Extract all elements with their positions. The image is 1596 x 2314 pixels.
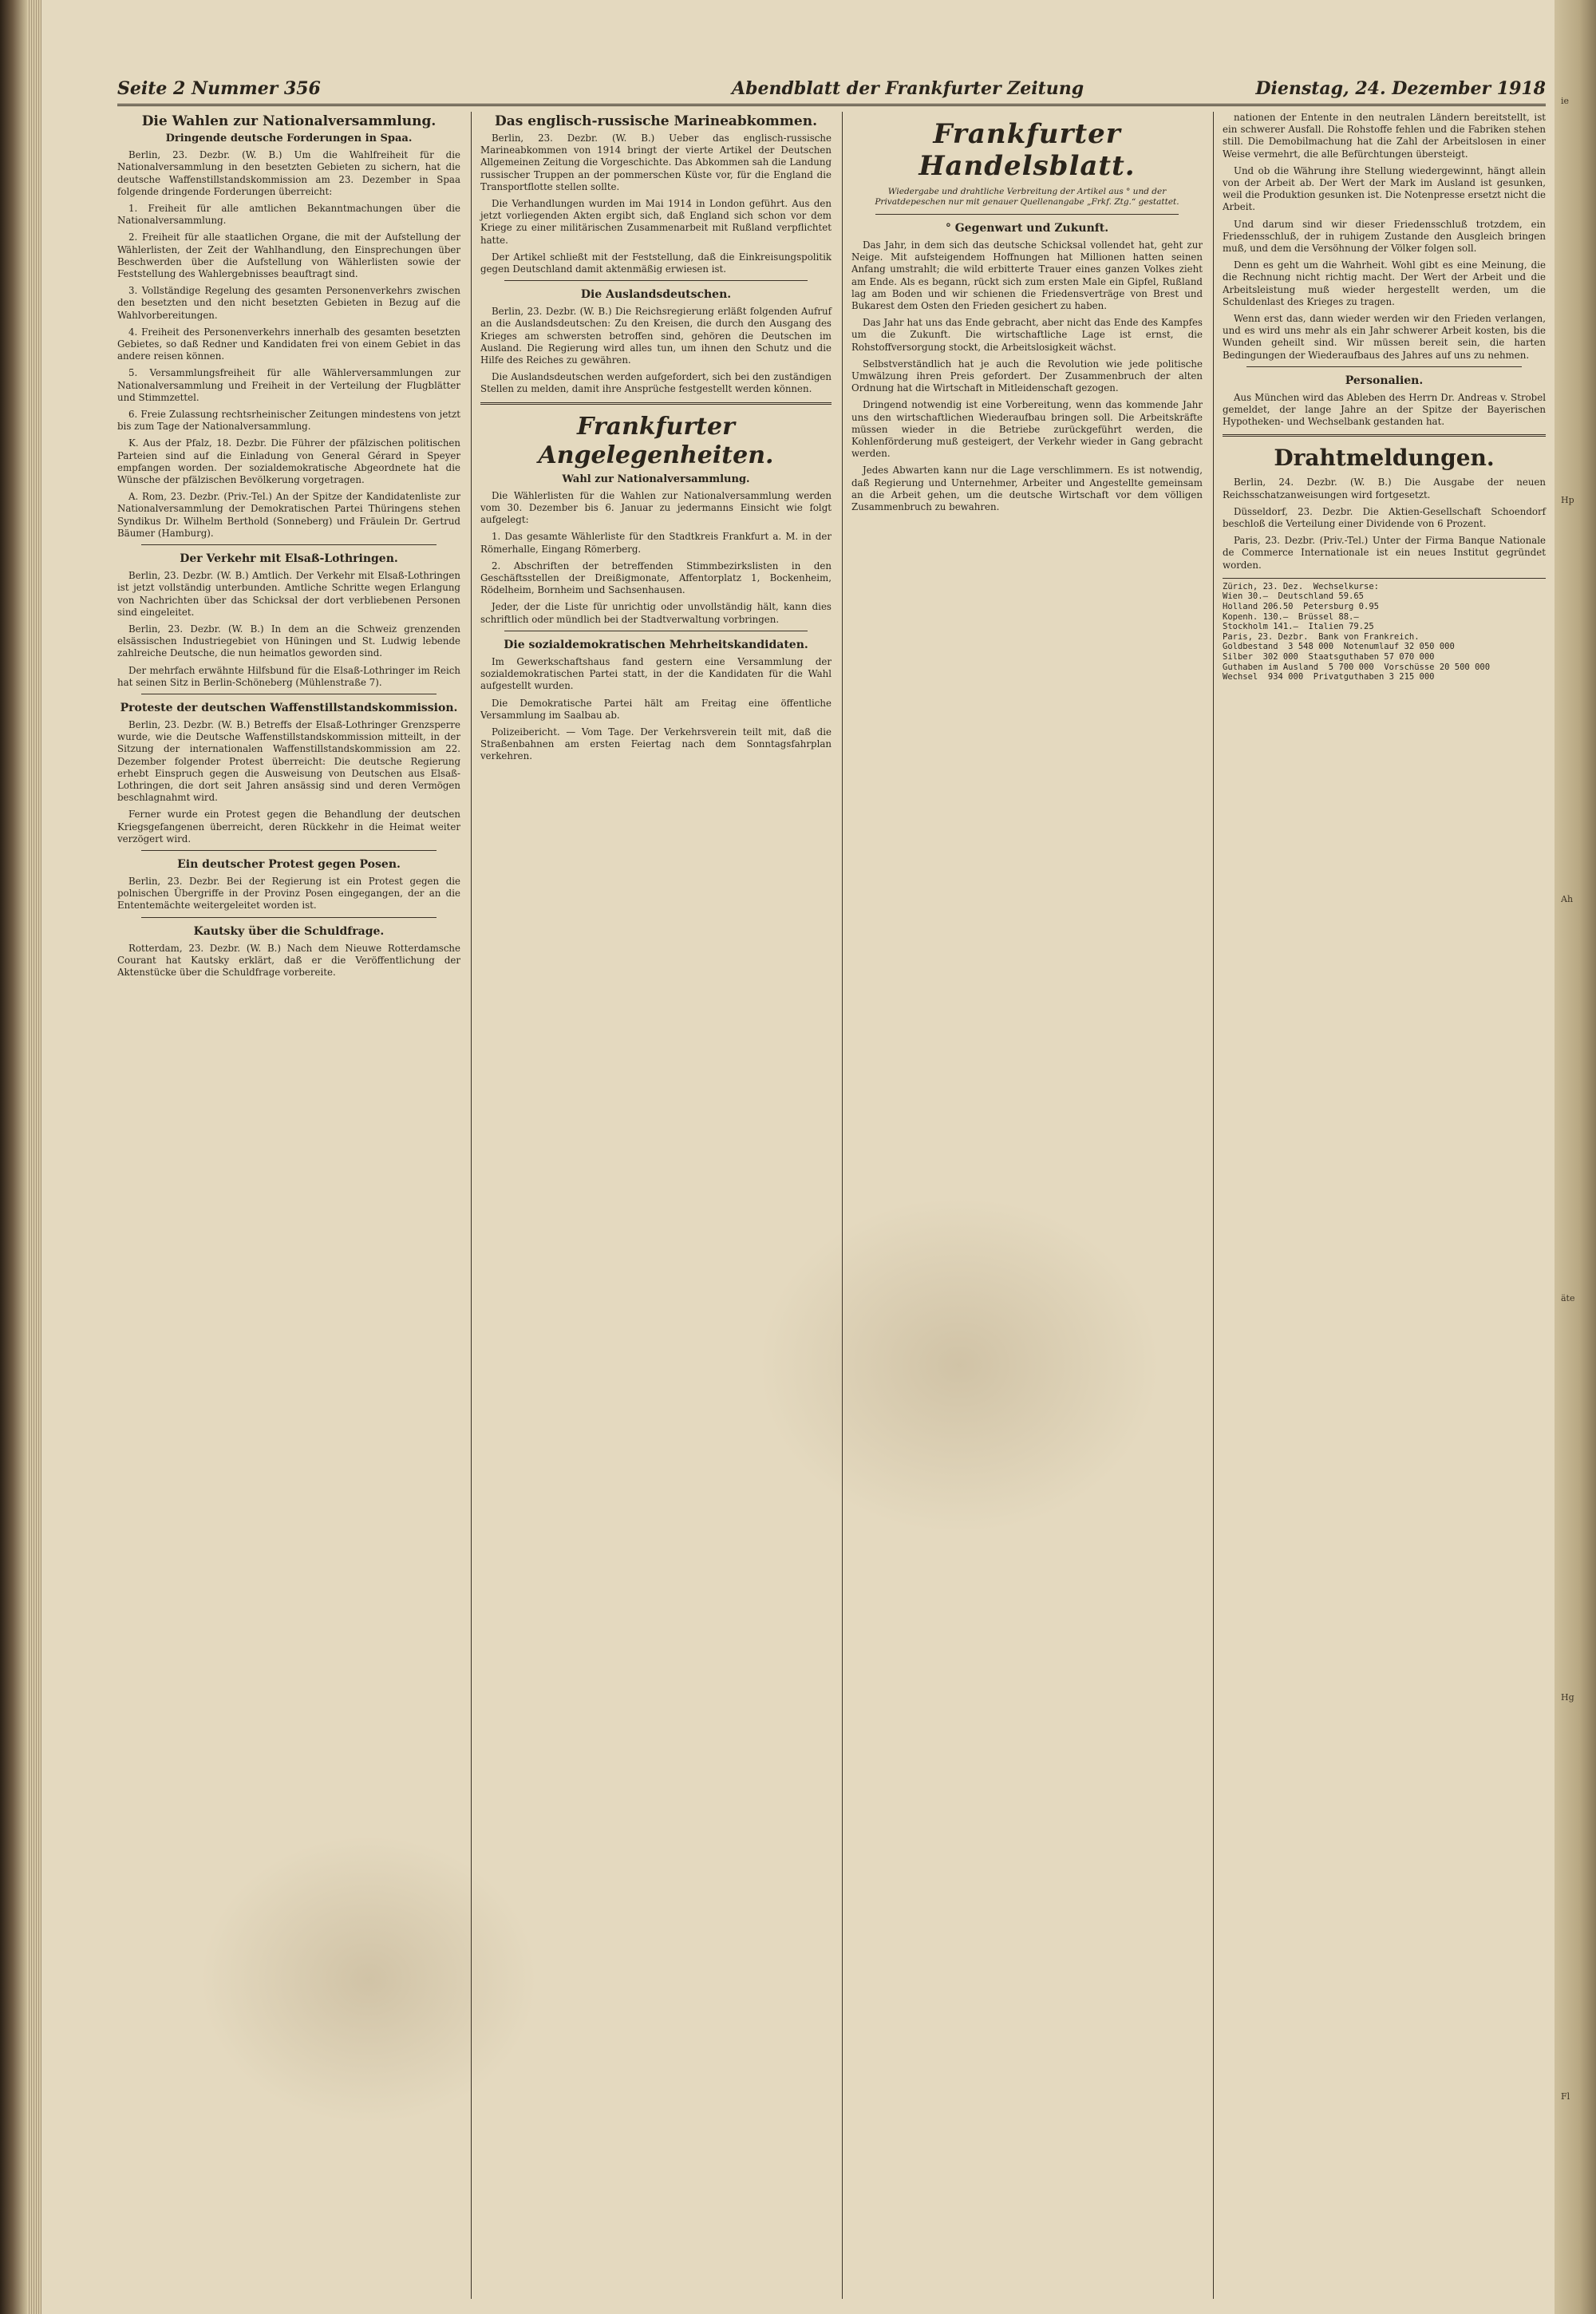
table-row: Stockholm 141.— Italien 79.25 — [1223, 622, 1374, 632]
paragraph: 2. Abschriften der betreffenden Stimmbezirkslisten in den Geschäftsstellen der Dreißigmonate, Affentorplatz 1, Bockenheim, Rödelheim, Bornheim und Sachsenhausen. — [480, 560, 832, 596]
article-title: Ein deutscher Protest gegen Posen. — [177, 857, 401, 871]
paragraph: Jedes Abwarten kann nur die Lage verschlimmern. Es ist notwendig, daß Regierung und Unternehmer, Arbeiter und Angestellte gemeinsam an die Arbeit gehen, um die deutsche Wirtschaft vor dem völligen Zusammenbruch zu bewahren. — [851, 465, 1203, 513]
table-row: Kopenh. 130.— Brüssel 88.— — [1223, 611, 1359, 622]
column-rule — [1213, 112, 1214, 2299]
column-3 — [851, 112, 1203, 518]
paragraph: Berlin, 23. Dezbr. (W. B.) Ueber das englisch-russische Marineabkommen von 1914 bringt der vierte Artikel der Deutschen Allgemeinen Zeitung die Vorgeschichte. Das Abkommen sah die Landung russischer Truppen an der pommerschen Küste vor, für die England die Transportflotte stellen sollte. — [480, 133, 832, 192]
paragraph: 3. Vollständige Regelung des gesamten Personenverkehrs zwischen den besetzten und den nicht besetzten Gebieten in Bezug auf die Wahlvorbereitungen. — [117, 285, 460, 321]
table-row: Wien 30.— Deutschland 59.65 — [1223, 591, 1365, 602]
article-title: Personalien. — [1345, 374, 1424, 387]
table-row: Wechsel 934 000 Privatguthaben 3 215 000 — [1223, 672, 1435, 682]
exchange-rates-table — [1223, 578, 1546, 682]
paragraph: Jeder, der die Liste für unrichtig oder unvollständig hält, kann dies schriftlich oder mündlich bei der Stadtverwaltung vorbringen. — [480, 601, 832, 625]
divider — [141, 917, 437, 918]
section-title: Drahtmeldungen. — [1274, 445, 1495, 472]
paragraph: 1. Freiheit für alle amtlichen Bekanntmachungen über die Nationalversammlung. — [117, 203, 460, 227]
paragraph: Der Artikel schließt mit der Feststellung, daß die Einkreisungspolitik gegen Deutschland damit aktenmäßig erwiesen ist. — [480, 251, 832, 275]
article-title: Die sozialdemokratischen Mehrheitskandidaten. — [504, 638, 808, 651]
paragraph: Die Wählerlisten für die Wahlen zur Nationalversammlung werden vom 30. Dezember bis 6. Januar zu jedermanns Einsicht wie folgt aufgelegt: — [480, 489, 832, 526]
paragraph: Berlin, 23. Dezbr. (W. B.) Amtlich. Der Verkehr mit Elsaß-Lothringen ist jetzt vollständig unterbunden. Amtliche Schritte wegen Erlangung von Nachrichten über das Schicksal der dort verbliebenen Personen sind eingeleitet. — [117, 570, 460, 618]
paragraph: Polizeibericht. — Vom Tage. Der Verkehrsverein teilt mit, daß die Straßenbahnen am ersten Feiertag nach dem Sonntagsfahrplan verkehren. — [480, 726, 832, 762]
table-row: Goldbestand 3 548 000 Notenumlauf 32 050 000 — [1223, 642, 1455, 652]
copyright-note: Wiedergabe und drahtliche Verbreitung der Artikel aus ° und der Privatdepeschen nur mit genauer Quellenangabe „Frkf. Ztg.“ gestattet. — [875, 187, 1179, 207]
article-subtitle: Dringende deutsche Forderungen in Spaa. — [165, 133, 413, 144]
divider — [504, 280, 808, 281]
paragraph: Und ob die Währung ihre Stellung wiedergewinnt, hängt allein von der Arbeit ab. Der Wert der Mark im Ausland ist gesunken, weil die Produktion gesunken ist. Die Notenpresse ersetzt nicht die Arbeit. — [1223, 164, 1546, 213]
adjacent-text-fragment: ie — [1561, 96, 1570, 106]
column-rule — [471, 112, 472, 2299]
paragraph: Die Auslandsdeutschen werden aufgefordert, sich bei den zuständigen Stellen zu melden, damit ihre Ansprüche festgestellt werden können. — [480, 371, 832, 395]
table-row: Holland 206.50 Petersburg 0.95 — [1223, 602, 1379, 612]
divider — [141, 544, 437, 545]
paragraph: Berlin, 23. Dezbr. (W. B.) Betreffs der Elsaß-Lothringer Grenzsperre wurde, wie die Deutsche Waffenstillstandskommission mitteilt, in der Sitzung der internationalen Waffenstillstandskommission am 22. Dezember folgender Protest überreicht: Die deutsche Regierung erhebt Einspruch gegen die Ausweisung von Deutschen aus Elsaß-Lothringen, die dort seit Jahren ansässig sind und deren Vermögen beschlagnahmt wird. — [117, 718, 460, 804]
paragraph: Die Verhandlungen wurden im Mai 1914 in London geführt. Aus den jetzt vorliegenden Akten ergibt sich, daß England sich schon vor dem Kriege zu einer militärischen Zusammenarbeit mit Rußland verpflichtet hatte. — [480, 198, 832, 246]
paragraph: Und darum sind wir dieser Friedensschluß trotzdem, ein Friedensschluß, der in ruhigem Zustande den Ausgleich bringen muß, und dem die Versöhnung der Völker folgen soll. — [1223, 218, 1546, 255]
column-4 — [1223, 112, 1546, 682]
paragraph: Im Gewerkschaftshaus fand gestern eine Versammlung der sozialdemokratischen Partei statt, in der die Kandidaten für die Wahl aufgestellt wurden. — [480, 655, 832, 692]
article-title: Die Wahlen zur Nationalversammlung. — [141, 113, 437, 129]
divider — [875, 214, 1179, 215]
section-divider — [480, 402, 832, 405]
section-title: Frankfurter Angelegenheiten. — [538, 412, 774, 469]
paragraph: Ferner wurde ein Protest gegen die Behandlung der deutschen Kriegsgefangenen überreicht, deren Rückkehr in die Heimat weiter verzögert wird. — [117, 809, 460, 845]
divider — [1246, 366, 1522, 367]
paragraph: Selbstverständlich hat je auch die Revolution wie jede politische Umwälzung ihren Preis gefordert. Der Zusammenbruch der alten Ordnung hat die Wirtschaft in Mitleidenschaft gezogen. — [851, 358, 1203, 394]
paragraph: Berlin, 24. Dezbr. (W. B.) Die Ausgabe der neuen Reichsschatzanweisungen wird fortgesetzt. — [1223, 477, 1546, 500]
section-subtitle: Wahl zur Nationalversammlung. — [562, 473, 750, 485]
paragraph: Berlin, 23. Dezbr. (W. B.) Die Reichsregierung erläßt folgenden Aufruf an die Auslandsdeutschen: Zu den Kreisen, die durch den Ausgang des Krieges am schwersten betroffen sind, gehören die Deutschen im Ausland. Die Regierung wird alles tun, um ihnen den Schutz und die Hilfe des Reiches zu gewähren. — [480, 306, 832, 366]
paragraph: Die Demokratische Partei hält am Freitag eine öffentliche Versammlung im Saalbau ab. — [480, 697, 832, 721]
paper-stain — [201, 1836, 536, 2123]
binding-shadow — [0, 0, 27, 2314]
paragraph: Wenn erst das, dann wieder werden wir den Frieden verlangen, und es wird uns mehr als ein Jahr schwerer Arbeit kosten, bis die Wunden geheilt sind. Wir müssen bereit sein, die harten Bedingungen der Wiederaufbaus des Jahres auf uns zu nehmen. — [1223, 313, 1546, 361]
column-2 — [480, 112, 832, 768]
paragraph: Aus München wird das Ableben des Herrn Dr. Andreas v. Strobel gemeldet, der lange Jahre an der Spitze der Bayerischen Hypotheken- und Wechselbank gestanden hat. — [1223, 391, 1546, 428]
table-row: Guthaben im Ausland 5 700 000 Vorschüsse 20 500 000 — [1223, 662, 1491, 672]
table-row: Paris, 23. Dezbr. Bank von Frankreich. — [1223, 631, 1420, 642]
paragraph: 4. Freiheit des Personenverkehrs innerhalb des gesamten besetzten Gebietes, so daß Redner und Kandidaten frei von einem Gebiet in das andere reisen können. — [117, 326, 460, 362]
paragraph: 1. Das gesamte Wählerliste für den Stadtkreis Frankfurt a. M. in der Römerhalle, Eingang Römerberg. — [480, 531, 832, 555]
paper-stain — [760, 1197, 1159, 1533]
column-rule — [842, 112, 843, 2299]
table-row: Silber 302 000 Staatsguthaben 57 070 000 — [1223, 652, 1435, 663]
table-row: Zürich, 23. Dez. Wechselkurse: — [1223, 581, 1379, 591]
article-title: Das englisch-russische Marineabkommen. — [494, 113, 817, 129]
paragraph: Der mehrfach erwähnte Hilfsbund für die Elsaß-Lothringer im Reich hat seinen Sitz in Berlin-Schöneberg (Mühlenstraße 7). — [117, 664, 460, 688]
article-title: Kautsky über die Schuldfrage. — [193, 924, 385, 938]
paragraph: Dringend notwendig ist eine Vorbereitung, wenn das kommende Jahr uns den wirtschaftlichen Wiederaufbau bringen soll. Die Arbeitskräfte müssen wieder in die Betriebe zurückgeführt werden, die Kohlenförderung muß gesteigert, der Verkehr wieder in Gang gebracht werden. — [851, 399, 1203, 460]
adjacent-text-fragment: Hp — [1561, 495, 1574, 505]
paragraph: Berlin, 23. Dezbr. Bei der Regierung ist ein Protest gegen die polnischen Übergriffe in der Provinz Posen eingegangen, der an die Ententemächte weitergeleitet worden ist. — [117, 875, 460, 912]
paragraph: A. Rom, 23. Dezbr. (Priv.-Tel.) An der Spitze der Kandidatenliste zur Nationalversammlung der Demokratischen Partei Thüringens stehen Syndikus Dr. Wilhelm Berthold (Sonneberg) und Fräulein Dr. Gertrud Bäumer (Hamburg). — [117, 491, 460, 539]
paragraph: K. Aus der Pfalz, 18. Dezbr. Die Führer der pfälzischen politischen Parteien sind auf die Einladung von General Gérard in Speyer empfangen worden. Der sozialdemokratische Abgeordnete hat die Wünsche der pfälzischen Bevölkerung vorgetragen. — [117, 437, 460, 486]
issue-date: Dienstag, 24. Dezember 1918 — [1255, 78, 1546, 99]
adjacent-text-fragment: Hg — [1561, 1692, 1574, 1703]
paragraph: 6. Freie Zulassung rechtsrheinischer Zeitungen mindestens von jetzt bis zum Tage der Nationalversammlung. — [117, 409, 460, 433]
column-1 — [117, 112, 460, 983]
adjacent-text-fragment: Ah — [1561, 894, 1574, 904]
divider — [141, 850, 437, 851]
section-title: Frankfurter Handelsblatt. — [918, 118, 1136, 182]
adjacent-text-fragment: Fl — [1561, 2091, 1570, 2102]
page-number: Seite 2 Nummer 356 — [117, 78, 321, 99]
adjacent-text-fragment: äte — [1561, 1293, 1575, 1303]
article-title: Die Auslandsdeutschen. — [580, 288, 732, 302]
page-edges-left — [27, 0, 41, 2314]
section-divider — [1223, 434, 1546, 437]
article-title: ° Gegenwart und Zukunft. — [945, 222, 1109, 235]
paragraph: Paris, 23. Dezbr. (Priv.-Tel.) Unter der Firma Banque Nationale de Commerce Internationale ist ein neues Institut gegründet worden. — [1223, 535, 1546, 571]
paragraph: Berlin, 23. Dezbr. (W. B.) In dem an die Schweiz grenzenden elsässischen Industriegebiet von Hüningen und St. Ludwig lebende zahlreiche Deutsche, die nun heimatlos geworden sind. — [117, 623, 460, 659]
paragraph: Rotterdam, 23. Dezbr. (W. B.) Nach dem Nieuwe Rotterdamsche Courant hat Kautsky erklärt, daß er die Veröffentlichung der Aktenstücke über die Schuldfrage vorbereite. — [117, 942, 460, 978]
paragraph: Berlin, 23. Dezbr. (W. B.) Um die Wahlfreiheit für die Nationalversammlung in den besetzten Gebieten zu sichern, hat die deutsche Waffenstillstandskommission am 23. Dezember in Spaa folgende dringende Forderungen überreicht: — [117, 149, 460, 197]
paragraph: 5. Versammlungsfreiheit für alle Wählerversammlungen zur Nationalversammlung und Freiheit in der Verteilung der Flugblätter und Stimmzettel. — [117, 367, 460, 403]
paragraph: Denn es geht um die Wahrheit. Wohl gibt es eine Meinung, die die Rechnung nicht richtig macht. Der Wert der Arbeit und die Arbeitsleistung muß wieder hergestellt werden, um die Schuldenlast des Krieges zu tragen. — [1223, 259, 1546, 307]
paragraph: Das Jahr, in dem sich das deutsche Schicksal vollendet hat, geht zur Neige. Mit aufsteigendem Hoffnungen hat Millionen hatten seinen Anfang umstrahlt; die wild erbitterte Trauer eines ganzen Volkes zieht am Ende. Als es begann, rückt sich zum ersten Male ein Gipfel, Rußland lag am Boden und wir schienen die Friedensverträge von Brest und Bukarest dem Osten den Frieden gesichert zu haben. — [851, 239, 1203, 312]
paragraph: 2. Freiheit für alle staatlichen Organe, die mit der Aufstellung der Wählerlisten, der Zeit der Wahlhandlung, den Einsprechungen über Beschwerden über die Aufstellung von Wählerlisten sowie der Feststellung des Wahlergebnisses beauftragt sind. — [117, 231, 460, 280]
page-header — [117, 77, 1546, 106]
masthead: Abendblatt der Frankfurter Zeitung — [732, 78, 1084, 99]
article-title: Proteste der deutschen Waffenstillstandskommission. — [120, 701, 458, 714]
article-title: Der Verkehr mit Elsaß-Lothringen. — [180, 552, 398, 566]
newspaper-page — [41, 0, 1555, 2314]
paragraph: Das Jahr hat uns das Ende gebracht, aber nicht das Ende des Kampfes um die Zukunft. Die wirtschaftliche Lage ist ernst, die Rohstoffversorgung stockt, die Arbeitslosigkeit wächst. — [851, 317, 1203, 353]
paragraph: nationen der Entente in den neutralen Ländern bereitstellt, ist ein schwerer Ausfall. Die Rohstoffe fehlen und die Fabriken stehen still. Die Demobilmachung hat die Zahl der Arbeitslosen in einer Weise vermehrt, die alle Befürchtungen übersteigt. — [1223, 112, 1546, 160]
adjacent-page-edge — [1555, 0, 1596, 2314]
paragraph: Düsseldorf, 23. Dezbr. Die Aktien-Gesellschaft Schoendorf beschloß die Verteilung einer Dividende von 6 Prozent. — [1223, 505, 1546, 530]
